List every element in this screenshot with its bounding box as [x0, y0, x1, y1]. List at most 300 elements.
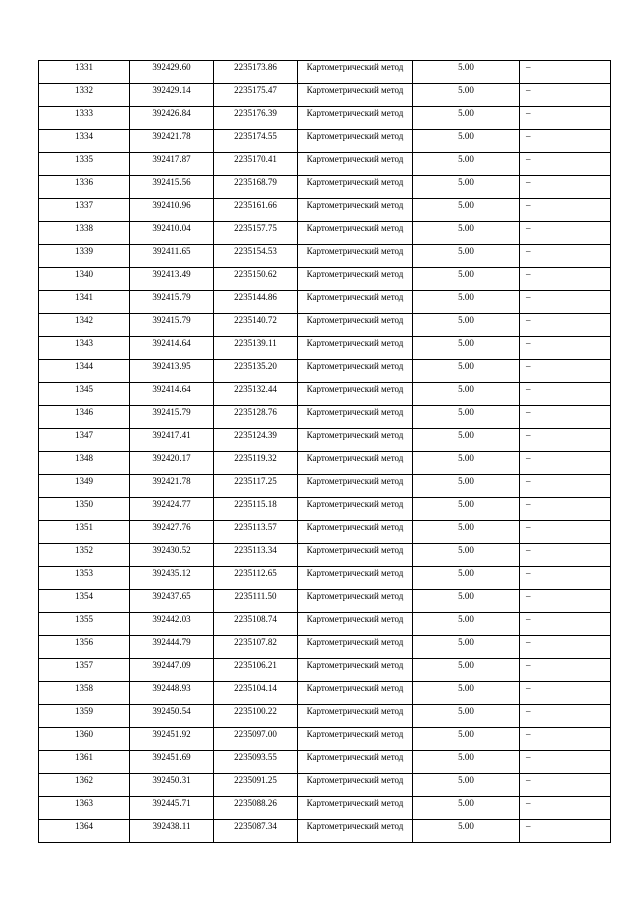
method-cell-text: Картометрический метод	[306, 568, 404, 578]
x-coordinate-cell-text: 392442.03	[152, 614, 191, 624]
method-cell	[298, 728, 413, 751]
note-cell-text: –	[526, 315, 531, 325]
accuracy-cell	[413, 452, 520, 475]
accuracy-cell	[413, 567, 520, 590]
accuracy-cell-text: 5.00	[458, 798, 474, 808]
method-cell	[298, 61, 413, 84]
point-number-cell	[39, 61, 130, 84]
method-cell-text: Картометрический метод	[306, 706, 404, 716]
x-coordinate-cell	[130, 820, 214, 843]
method-cell	[298, 820, 413, 843]
y-coordinate-cell-text: 2235170.41	[234, 154, 277, 164]
note-cell	[520, 728, 611, 751]
point-number-cell-text: 1332	[75, 85, 93, 95]
accuracy-cell-text: 5.00	[458, 591, 474, 601]
y-coordinate-cell-text: 2235124.39	[234, 430, 277, 440]
point-number-cell	[39, 337, 130, 360]
note-cell-text: –	[526, 62, 531, 72]
point-number-cell	[39, 199, 130, 222]
x-coordinate-cell	[130, 682, 214, 705]
table-row	[39, 659, 611, 682]
note-cell-text: –	[526, 361, 531, 371]
accuracy-cell-text: 5.00	[458, 660, 474, 670]
point-number-cell	[39, 222, 130, 245]
y-coordinate-cell-text: 2235117.25	[234, 476, 277, 486]
accuracy-cell	[413, 429, 520, 452]
y-coordinate-cell-text: 2235100.22	[234, 706, 277, 716]
method-cell	[298, 337, 413, 360]
note-cell	[520, 84, 611, 107]
method-cell-text: Картометрический метод	[306, 85, 404, 95]
accuracy-cell-text: 5.00	[458, 361, 474, 371]
point-number-cell	[39, 130, 130, 153]
accuracy-cell	[413, 383, 520, 406]
point-number-cell	[39, 820, 130, 843]
point-number-cell-text: 1356	[75, 637, 93, 647]
point-number-cell-text: 1360	[75, 729, 93, 739]
table-row	[39, 383, 611, 406]
y-coordinate-cell-text: 2235108.74	[234, 614, 277, 624]
note-cell	[520, 153, 611, 176]
note-cell	[520, 544, 611, 567]
y-coordinate-cell	[214, 521, 298, 544]
x-coordinate-cell	[130, 176, 214, 199]
accuracy-cell-text: 5.00	[458, 177, 474, 187]
point-number-cell	[39, 705, 130, 728]
note-cell-text: –	[526, 821, 531, 831]
method-cell	[298, 751, 413, 774]
x-coordinate-cell	[130, 84, 214, 107]
note-cell-text: –	[526, 131, 531, 141]
method-cell	[298, 130, 413, 153]
table-row	[39, 682, 611, 705]
accuracy-cell-text: 5.00	[458, 821, 474, 831]
note-cell-text: –	[526, 706, 531, 716]
x-coordinate-cell-text: 392438.11	[152, 821, 191, 831]
method-cell-text: Картометрический метод	[306, 637, 404, 647]
accuracy-cell	[413, 636, 520, 659]
table-row	[39, 452, 611, 475]
y-coordinate-cell	[214, 153, 298, 176]
point-number-cell	[39, 498, 130, 521]
note-cell	[520, 360, 611, 383]
table-row	[39, 107, 611, 130]
y-coordinate-cell	[214, 728, 298, 751]
table-row	[39, 498, 611, 521]
note-cell-text: –	[526, 660, 531, 670]
y-coordinate-cell	[214, 360, 298, 383]
table-row	[39, 751, 611, 774]
note-cell-text: –	[526, 591, 531, 601]
table-row	[39, 222, 611, 245]
y-coordinate-cell-text: 2235139.11	[234, 338, 277, 348]
note-cell	[520, 590, 611, 613]
y-coordinate-cell-text: 2235157.75	[234, 223, 277, 233]
accuracy-cell-text: 5.00	[458, 108, 474, 118]
note-cell-text: –	[526, 775, 531, 785]
accuracy-cell-text: 5.00	[458, 706, 474, 716]
x-coordinate-cell-text: 392430.52	[152, 545, 191, 555]
y-coordinate-cell	[214, 659, 298, 682]
accuracy-cell	[413, 751, 520, 774]
method-cell	[298, 153, 413, 176]
x-coordinate-cell-text: 392415.79	[152, 407, 191, 417]
note-cell	[520, 61, 611, 84]
point-number-cell-text: 1354	[75, 591, 93, 601]
x-coordinate-cell-text: 392444.79	[152, 637, 191, 647]
x-coordinate-cell	[130, 130, 214, 153]
table-row	[39, 728, 611, 751]
method-cell	[298, 705, 413, 728]
x-coordinate-cell-text: 392450.31	[152, 775, 191, 785]
y-coordinate-cell	[214, 705, 298, 728]
table-row	[39, 636, 611, 659]
point-number-cell-text: 1336	[75, 177, 93, 187]
point-number-cell-text: 1353	[75, 568, 93, 578]
point-number-cell	[39, 360, 130, 383]
point-number-cell	[39, 774, 130, 797]
method-cell-text: Картометрический метод	[306, 752, 404, 762]
point-number-cell-text: 1335	[75, 154, 93, 164]
method-cell-text: Картометрический метод	[306, 246, 404, 256]
table-row	[39, 613, 611, 636]
y-coordinate-cell-text: 2235106.21	[234, 660, 277, 670]
method-cell-text: Картометрический метод	[306, 453, 404, 463]
accuracy-cell	[413, 360, 520, 383]
method-cell-text: Картометрический метод	[306, 223, 404, 233]
y-coordinate-cell	[214, 61, 298, 84]
y-coordinate-cell	[214, 774, 298, 797]
table-row	[39, 590, 611, 613]
x-coordinate-cell-text: 392450.54	[152, 706, 191, 716]
accuracy-cell	[413, 705, 520, 728]
point-number-cell	[39, 452, 130, 475]
x-coordinate-cell-text: 392426.84	[152, 108, 191, 118]
method-cell-text: Картометрический метод	[306, 200, 404, 210]
x-coordinate-cell	[130, 613, 214, 636]
note-cell-text: –	[526, 338, 531, 348]
y-coordinate-cell	[214, 337, 298, 360]
x-coordinate-cell-text: 392414.64	[152, 384, 191, 394]
note-cell-text: –	[526, 568, 531, 578]
y-coordinate-cell-text: 2235150.62	[234, 269, 277, 279]
x-coordinate-cell-text: 392415.79	[152, 292, 191, 302]
x-coordinate-cell	[130, 222, 214, 245]
point-number-cell-text: 1347	[75, 430, 93, 440]
method-cell	[298, 544, 413, 567]
note-cell	[520, 452, 611, 475]
x-coordinate-cell	[130, 705, 214, 728]
document-page	[38, 60, 610, 843]
x-coordinate-cell	[130, 521, 214, 544]
method-cell-text: Картометрический метод	[306, 476, 404, 486]
accuracy-cell	[413, 590, 520, 613]
accuracy-cell-text: 5.00	[458, 476, 474, 486]
x-coordinate-cell	[130, 728, 214, 751]
note-cell-text: –	[526, 522, 531, 532]
point-number-cell-text: 1334	[75, 131, 93, 141]
method-cell	[298, 590, 413, 613]
y-coordinate-cell	[214, 130, 298, 153]
accuracy-cell-text: 5.00	[458, 384, 474, 394]
x-coordinate-cell-text: 392410.04	[152, 223, 191, 233]
method-cell	[298, 475, 413, 498]
table-row	[39, 406, 611, 429]
accuracy-cell	[413, 337, 520, 360]
y-coordinate-cell	[214, 544, 298, 567]
accuracy-cell-text: 5.00	[458, 223, 474, 233]
point-number-cell	[39, 567, 130, 590]
note-cell-text: –	[526, 108, 531, 118]
table-row	[39, 61, 611, 84]
note-cell	[520, 222, 611, 245]
note-cell-text: –	[526, 384, 531, 394]
y-coordinate-cell-text: 2235140.72	[234, 315, 277, 325]
accuracy-cell-text: 5.00	[458, 499, 474, 509]
accuracy-cell-text: 5.00	[458, 269, 474, 279]
y-coordinate-cell	[214, 199, 298, 222]
x-coordinate-cell	[130, 314, 214, 337]
y-coordinate-cell-text: 2235088.26	[234, 798, 277, 808]
x-coordinate-cell-text: 392448.93	[152, 683, 191, 693]
table-row	[39, 475, 611, 498]
table-row	[39, 544, 611, 567]
x-coordinate-cell	[130, 153, 214, 176]
method-cell-text: Картометрический метод	[306, 499, 404, 509]
y-coordinate-cell-text: 2235161.66	[234, 200, 277, 210]
point-number-cell-text: 1342	[75, 315, 93, 325]
method-cell	[298, 360, 413, 383]
table-row	[39, 153, 611, 176]
point-number-cell	[39, 659, 130, 682]
y-coordinate-cell-text: 2235111.50	[234, 591, 277, 601]
accuracy-cell-text: 5.00	[458, 62, 474, 72]
note-cell	[520, 567, 611, 590]
x-coordinate-cell-text: 392417.87	[152, 154, 191, 164]
table-row	[39, 199, 611, 222]
point-number-cell-text: 1363	[75, 798, 93, 808]
note-cell	[520, 268, 611, 291]
x-coordinate-cell	[130, 590, 214, 613]
x-coordinate-cell-text: 392415.56	[152, 177, 191, 187]
note-cell	[520, 291, 611, 314]
table-row	[39, 84, 611, 107]
method-cell	[298, 245, 413, 268]
method-cell-text: Картометрический метод	[306, 591, 404, 601]
y-coordinate-cell-text: 2235113.57	[234, 522, 277, 532]
method-cell-text: Картометрический метод	[306, 62, 404, 72]
accuracy-cell	[413, 153, 520, 176]
y-coordinate-cell	[214, 682, 298, 705]
point-number-cell-text: 1349	[75, 476, 93, 486]
note-cell-text: –	[526, 154, 531, 164]
accuracy-cell-text: 5.00	[458, 614, 474, 624]
accuracy-cell	[413, 498, 520, 521]
table-row	[39, 429, 611, 452]
note-cell	[520, 406, 611, 429]
accuracy-cell	[413, 820, 520, 843]
point-number-cell	[39, 176, 130, 199]
y-coordinate-cell	[214, 245, 298, 268]
note-cell-text: –	[526, 752, 531, 762]
method-cell	[298, 176, 413, 199]
point-number-cell-text: 1350	[75, 499, 93, 509]
table-row	[39, 337, 611, 360]
note-cell	[520, 751, 611, 774]
note-cell-text: –	[526, 292, 531, 302]
table-row	[39, 820, 611, 843]
point-number-cell-text: 1344	[75, 361, 93, 371]
accuracy-cell	[413, 728, 520, 751]
method-cell-text: Картометрический метод	[306, 315, 404, 325]
accuracy-cell	[413, 61, 520, 84]
x-coordinate-cell-text: 392427.76	[152, 522, 191, 532]
point-number-cell	[39, 268, 130, 291]
y-coordinate-cell	[214, 636, 298, 659]
point-number-cell-text: 1341	[75, 292, 93, 302]
note-cell-text: –	[526, 798, 531, 808]
note-cell-text: –	[526, 683, 531, 693]
accuracy-cell-text: 5.00	[458, 637, 474, 647]
x-coordinate-cell	[130, 475, 214, 498]
x-coordinate-cell-text: 392435.12	[152, 568, 191, 578]
method-cell-text: Картометрический метод	[306, 338, 404, 348]
x-coordinate-cell-text: 392414.64	[152, 338, 191, 348]
accuracy-cell-text: 5.00	[458, 683, 474, 693]
point-number-cell	[39, 429, 130, 452]
y-coordinate-cell-text: 2235104.14	[234, 683, 277, 693]
note-cell-text: –	[526, 430, 531, 440]
note-cell-text: –	[526, 614, 531, 624]
y-coordinate-cell-text: 2235093.55	[234, 752, 277, 762]
note-cell	[520, 659, 611, 682]
point-number-cell-text: 1357	[75, 660, 93, 670]
table-row	[39, 268, 611, 291]
method-cell	[298, 613, 413, 636]
accuracy-cell-text: 5.00	[458, 154, 474, 164]
note-cell	[520, 107, 611, 130]
point-number-cell-text: 1339	[75, 246, 93, 256]
y-coordinate-cell-text: 2235174.55	[234, 131, 277, 141]
note-cell-text: –	[526, 476, 531, 486]
x-coordinate-cell	[130, 291, 214, 314]
x-coordinate-cell	[130, 245, 214, 268]
note-cell	[520, 613, 611, 636]
note-cell-text: –	[526, 407, 531, 417]
table-row	[39, 567, 611, 590]
x-coordinate-cell	[130, 544, 214, 567]
method-cell-text: Картометрический метод	[306, 407, 404, 417]
method-cell	[298, 774, 413, 797]
x-coordinate-cell	[130, 268, 214, 291]
table-row	[39, 314, 611, 337]
method-cell-text: Картометрический метод	[306, 269, 404, 279]
y-coordinate-cell	[214, 222, 298, 245]
point-number-cell	[39, 314, 130, 337]
point-number-cell	[39, 682, 130, 705]
method-cell	[298, 291, 413, 314]
table-row	[39, 705, 611, 728]
y-coordinate-cell	[214, 268, 298, 291]
x-coordinate-cell-text: 392413.49	[152, 269, 191, 279]
point-number-cell-text: 1340	[75, 269, 93, 279]
x-coordinate-cell-text: 392447.09	[152, 660, 191, 670]
y-coordinate-cell	[214, 751, 298, 774]
method-cell-text: Картометрический метод	[306, 545, 404, 555]
point-number-cell-text: 1355	[75, 614, 93, 624]
accuracy-cell	[413, 406, 520, 429]
accuracy-cell-text: 5.00	[458, 292, 474, 302]
method-cell-text: Картометрический метод	[306, 660, 404, 670]
accuracy-cell-text: 5.00	[458, 430, 474, 440]
point-number-cell-text: 1345	[75, 384, 93, 394]
table-row	[39, 176, 611, 199]
note-cell	[520, 314, 611, 337]
accuracy-cell	[413, 797, 520, 820]
y-coordinate-cell	[214, 314, 298, 337]
point-number-cell	[39, 383, 130, 406]
accuracy-cell	[413, 659, 520, 682]
method-cell-text: Картометрический метод	[306, 177, 404, 187]
x-coordinate-cell	[130, 498, 214, 521]
method-cell	[298, 636, 413, 659]
accuracy-cell	[413, 475, 520, 498]
note-cell-text: –	[526, 545, 531, 555]
x-coordinate-cell	[130, 659, 214, 682]
note-cell-text: –	[526, 269, 531, 279]
point-number-cell-text: 1333	[75, 108, 93, 118]
point-number-cell-text: 1351	[75, 522, 93, 532]
table-row	[39, 291, 611, 314]
method-cell-text: Картометрический метод	[306, 522, 404, 532]
note-cell-text: –	[526, 499, 531, 509]
y-coordinate-cell-text: 2235097.00	[234, 729, 277, 739]
x-coordinate-cell	[130, 360, 214, 383]
x-coordinate-cell-text: 392437.65	[152, 591, 191, 601]
x-coordinate-cell	[130, 199, 214, 222]
method-cell-text: Картометрический метод	[306, 775, 404, 785]
point-number-cell	[39, 613, 130, 636]
point-number-cell-text: 1352	[75, 545, 93, 555]
y-coordinate-cell	[214, 406, 298, 429]
point-number-cell-text: 1364	[75, 821, 93, 831]
point-number-cell	[39, 84, 130, 107]
note-cell	[520, 498, 611, 521]
accuracy-cell-text: 5.00	[458, 131, 474, 141]
table-row	[39, 245, 611, 268]
accuracy-cell	[413, 291, 520, 314]
y-coordinate-cell-text: 2235154.53	[234, 246, 277, 256]
point-number-cell	[39, 245, 130, 268]
y-coordinate-cell	[214, 383, 298, 406]
method-cell	[298, 797, 413, 820]
table-row	[39, 130, 611, 153]
coordinates-table-body	[39, 61, 611, 843]
method-cell	[298, 314, 413, 337]
method-cell-text: Картометрический метод	[306, 154, 404, 164]
x-coordinate-cell-text: 392451.92	[152, 729, 191, 739]
note-cell	[520, 797, 611, 820]
note-cell	[520, 636, 611, 659]
x-coordinate-cell-text: 392421.78	[152, 476, 191, 486]
x-coordinate-cell-text: 392451.69	[152, 752, 191, 762]
note-cell-text: –	[526, 246, 531, 256]
note-cell-text: –	[526, 223, 531, 233]
note-cell-text: –	[526, 177, 531, 187]
y-coordinate-cell	[214, 475, 298, 498]
accuracy-cell-text: 5.00	[458, 729, 474, 739]
point-number-cell	[39, 590, 130, 613]
